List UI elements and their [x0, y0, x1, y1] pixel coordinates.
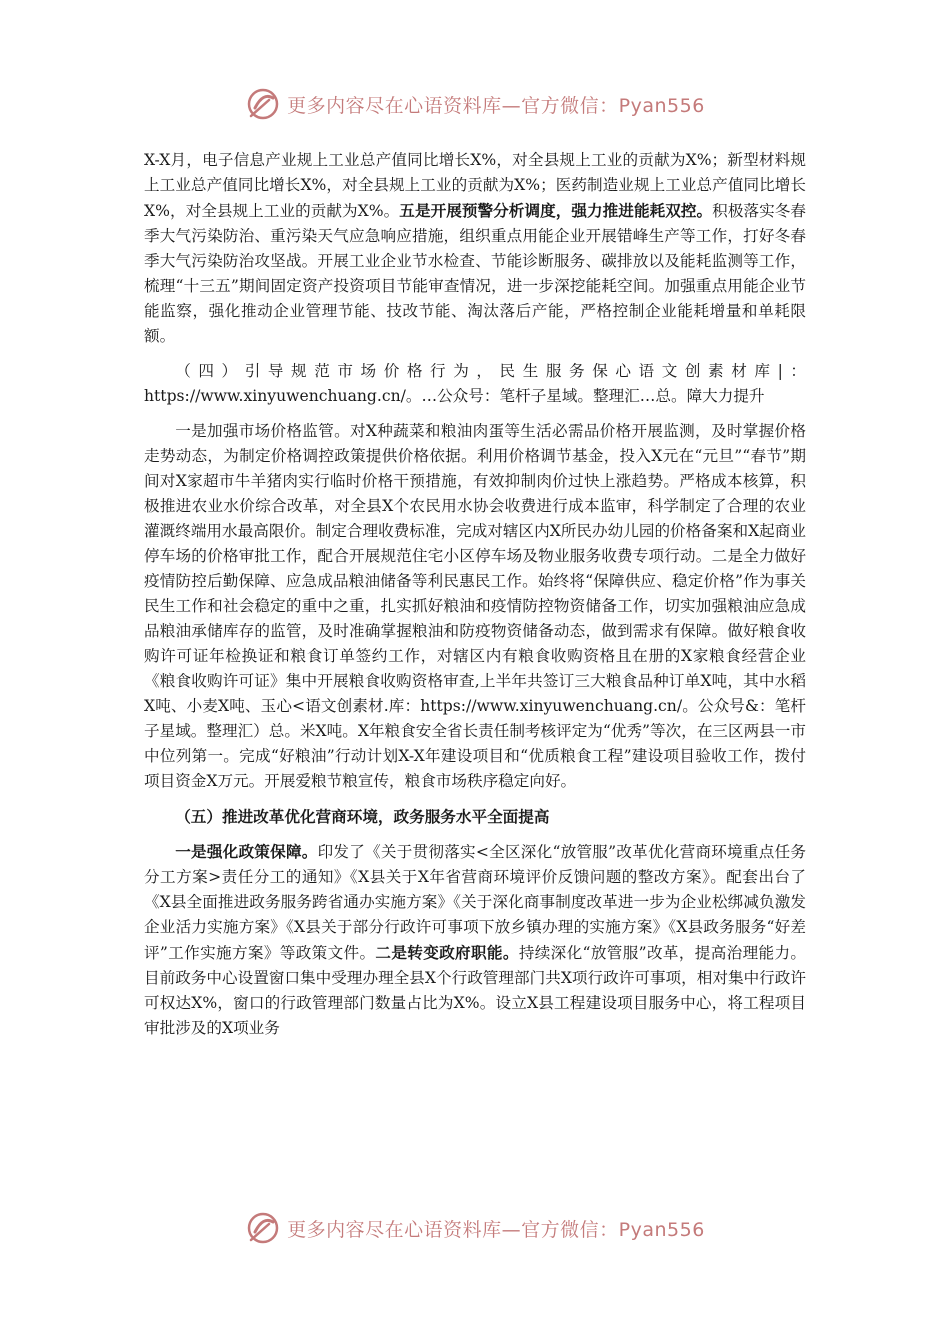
paragraph-text: 持续深化“放管服”改革，提高治理能力。目前政务中心设置窗口集中受理办理全县X个行政管理部门共X项行政许可事项，相对集中行政许可权达X%，窗口的行政管理部门数量占比为X%。设立X县工程建设项目服务中心，将工程项目审批涉及的X项业务	[144, 944, 806, 1037]
paragraph: 一是加强市场价格监管。对X种蔬菜和粮油肉蛋等生活必需品价格开展监测，及时掌握价格走势动态，为制定价格调控政策提供价格依据。利用价格调节基金，投入X元在“元旦”“春节”期间对X家超市牛羊猪肉实行临时价格干预措施，有效抑制肉价过快上涨趋势。严格成本核算，积极推进农业水价综合改革，对全县X个农民用水协会收费进行成本监审，科学制定了合理的农业灌溉终端用水最高限价。制定合理收费标准，完成对辖区内X所民办幼儿园的价格备案和X起商业停车场的价格审批工作，配合开展规范住宅小区停车场及物业服务收费专项行动。二是全力做好疫情防控后勤保障、应急成品粮油储备等利民惠民工作。始终将“保障供应、稳定价格”作为事关民生工作和社会稳定的重中之重，扎实抓好粮油和疫情防控物资储备工作，切实加强粮油应急成品粮油承储库存的监管，及时准确掌握粮油和防疫物资储备动态，做到需求有保障。做好粮食收购许可证年检换证和粮食订单签约工作，对辖区内有粮食收购资格且在册的X家粮食经营企业《粮食收购许可证》集中开展粮食收购资格审查,上半年共签订三大粮食品种订单X吨，其中水稻X吨、小麦X吨、玉心<语文创素材.库：https://www.xinyuwenchuang.cn/。公众号&：笔杆子星域。整理汇）总。米X吨。X年粮食安全省长责任制考核评定为“优秀”等次，在三区两县一市中位列第一。完成“好粮油”行动计划X-X年建设项目和“优质粮食工程”建设项目验收工作，拨付项目资金X万元。开展爱粮节粮宣传，粮食市场秩序稳定向好。	[144, 422, 806, 790]
section-heading-4: （四）引导规范市场价格行为，民生服务保心语文创素材库|：https://www.xinyuwenchuang.cn/。…公众号：笔杆子星域。整理汇…总。障大力提升	[144, 362, 806, 405]
watermark-text: 更多内容尽在心语资料库—官方微信：Pyan556	[287, 94, 705, 117]
bold-lead: 二是转变政府职能。	[375, 943, 519, 962]
logo-icon	[245, 1210, 281, 1246]
paragraph	[144, 839, 806, 1041]
paragraph	[144, 148, 806, 349]
bold-lead: 五是开展预警分析调度，强力推进能耗双控。	[399, 201, 713, 220]
footer-watermark	[0, 1210, 950, 1246]
document-body	[144, 148, 806, 1041]
bold-lead: 一是强化政策保障。	[175, 842, 318, 861]
header-watermark	[0, 86, 950, 122]
section-heading-5: （五）推进改革优化营商环境，政务服务水平全面提高	[175, 807, 550, 826]
watermark-text: 更多内容尽在心语资料库—官方微信：Pyan556	[287, 1218, 705, 1241]
paragraph-text: 积极落实冬春季大气污染防治、重污染天气应急响应措施，组织重点用能企业开展错峰生产等工作，打好冬春季大气污染防治攻坚战。开展工业企业节水检查、节能诊断服务、碳排放以及能耗监测等工作，梳理“十三五”期间固定资产投资项目节能审查情况，进一步深挖能耗空间。加强重点用能企业节能监察，强化推动企业管理节能、技改节能、淘汰落后产能，严格控制企业能耗增量和单耗限额。	[144, 202, 806, 345]
logo-icon	[245, 86, 281, 122]
paragraph-text: X-X月，电子信息产业规上工业总产值同比增长X%，对全县规上工业的贡献为X%；新型材料规上工业总产值同比增长X%，对全县规上工业的贡献为X%；医药制造业规上工业总产值同比增长X%，对全县规上工业的贡献为X%。	[144, 151, 806, 220]
paragraph-text: 印发了《关于贯彻落实<全区深化“放管服”改革优化营商环境重点任务分工方案>责任分工的通知》《X县关于X年省营商环境评价反馈问题的整改方案》。配套出台了《X县全面推进政务服务跨省通办实施方案》《关于深化商事制度改革进一步为企业松绑减负激发企业活力实施方案》《X县关于部分行政许可事项下放乡镇办理的实施方案》《X县政务服务“好差评”工作实施方案》等政策文件。	[144, 843, 806, 962]
